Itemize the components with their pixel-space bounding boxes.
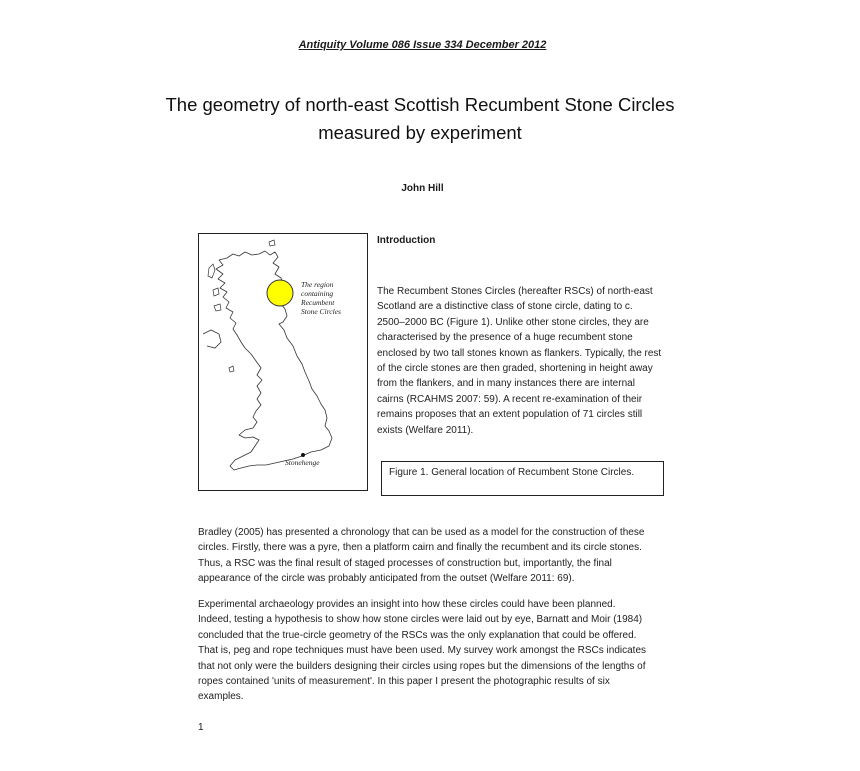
stonehenge-marker bbox=[301, 453, 305, 457]
journal-header: Antiquity Volume 086 Issue 334 December 2012 bbox=[298, 39, 547, 51]
author-name: John Hill bbox=[401, 183, 444, 194]
introduction-paragraph: The Recumbent Stones Circles (hereafter RSCs) of north-east Scotland are a distinctive class of stone circle, dating to c. 2500–2000 BC (Figure 1). Unlike other stone circles, they are characterised by the presence of a huge recumbent stone enclosed by two tall stones known as flankers. Typically, the rest of the circle stones are then graded, shortening in height away from the flankers, and in many instances there are internal cairns (RCAHMS 2007: 59). A recent re-examination of their remains proposes that an extent population of 71 circles still exists (Welfare 2011). bbox=[377, 286, 662, 436]
northern-ireland-coast bbox=[203, 330, 221, 348]
uk-map-illustration bbox=[199, 234, 367, 490]
island-orkney bbox=[269, 240, 275, 246]
figure-caption-box bbox=[381, 461, 664, 496]
map-label-line-1: The region bbox=[301, 280, 334, 289]
page-number: 1 bbox=[198, 722, 204, 733]
introduction-heading: Introduction bbox=[377, 235, 436, 246]
figure-caption: Figure 1. General location of Recumbent Stone Circles. bbox=[389, 467, 635, 478]
island-hebrides bbox=[208, 264, 215, 278]
island-mull bbox=[214, 304, 221, 311]
rsc-region-circle bbox=[267, 280, 293, 306]
island-man bbox=[229, 366, 234, 372]
body-paragraph-1: Bradley (2005) has presented a chronology that can be used as a model for the construction of these circles. Firstly, there was a pyre, then a platform cairn and finally the recumbent and its circle stones. Thus, a RSC was the final result of staged processes of construction but, importantly, the final appearance of the circle was probably anticipated from the outset (Welfare 2011: 69). bbox=[198, 527, 645, 585]
island-skye bbox=[213, 288, 219, 296]
map-label-line-3: Recumbent bbox=[301, 298, 335, 307]
figure-map bbox=[198, 233, 368, 491]
map-label-line-2: containing bbox=[301, 289, 334, 298]
map-label-line-4: Stone Circles bbox=[301, 307, 341, 316]
paper-title: The geometry of north-east Scottish Recumbent Stone Circles measured by experiment bbox=[165, 94, 675, 143]
stonehenge-label: Stonehenge bbox=[285, 458, 320, 467]
body-paragraph-2: Experimental archaeology provides an insight into how these circles could have been planned. Indeed, testing a hypothesis to show how stone circles were laid out by eye, Barnatt and Moir (1984) concluded that the true-circle geometry of the RSCs was the only explanation that could be offered. That is, peg and rope techniques must have been used. My survey work amongst the RSCs indicates that not only were the builders designing their circles using ropes but the dimensions of the lengths of ropes contained 'units of measurement'. In this paper I present the photographic results of six examples. bbox=[198, 599, 647, 703]
